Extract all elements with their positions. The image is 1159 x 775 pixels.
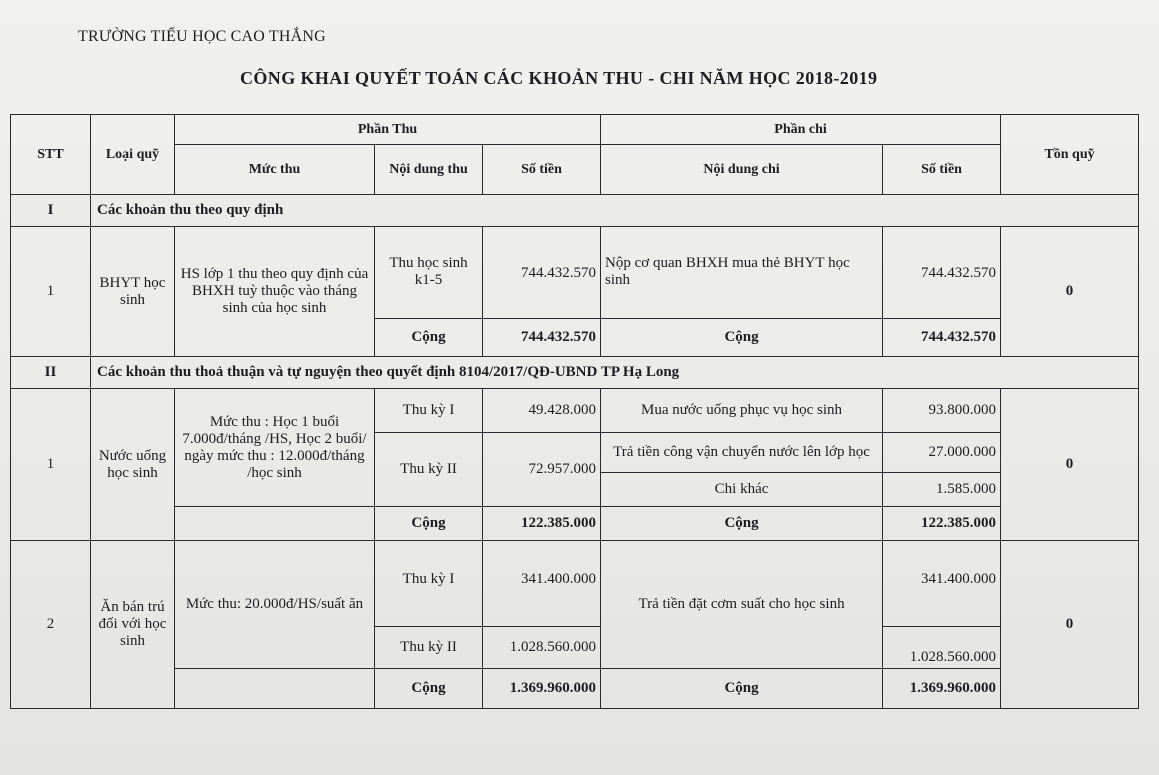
row-noi-dung-chi: Trả tiền đặt cơm suất cho học sinh — [601, 541, 883, 669]
row-ton-quy: 0 — [1001, 541, 1139, 709]
row-noi-dung-thu: Thu học sinh k1-5 — [375, 227, 483, 319]
row-ton-quy: 0 — [1001, 389, 1139, 541]
col-so-tien-thu: Số tiền — [483, 145, 601, 195]
finance-table — [10, 114, 1139, 709]
section-row — [11, 195, 1139, 227]
total-chi: 1.369.960.000 — [883, 669, 1001, 709]
row-muc-thu: HS lớp 1 thu theo quy định của BHXH tuỳ thuộc vào tháng sinh của học sinh — [175, 227, 375, 357]
col-ton-quy: Tồn quỹ — [1001, 115, 1139, 195]
row-stt: 2 — [11, 541, 91, 709]
col-so-tien-chi: Số tiền — [883, 145, 1001, 195]
row-so-tien-chi: 1.585.000 — [883, 473, 1001, 507]
section-title: Các khoản thu theo quy định — [91, 195, 1139, 227]
col-muc-thu: Mức thu — [175, 145, 375, 195]
row-so-tien-chi: 27.000.000 — [883, 433, 1001, 473]
row-ton-quy: 0 — [1001, 227, 1139, 357]
school-name: TRƯỜNG TIỂU HỌC CAO THẮNG — [78, 28, 326, 45]
col-loai-quy: Loại quỹ — [91, 115, 175, 195]
row-stt: 1 — [11, 389, 91, 541]
total-row — [11, 669, 1139, 709]
row-so-tien-chi: 341.400.000 — [883, 541, 1001, 627]
total-chi: 122.385.000 — [883, 507, 1001, 541]
section-number: I — [11, 195, 91, 227]
total-label-chi: Cộng — [601, 319, 883, 357]
row-so-tien-thu: 341.400.000 — [483, 541, 601, 627]
row-so-tien-thu: 744.432.570 — [483, 227, 601, 319]
table-row — [11, 227, 1139, 319]
col-noi-dung-thu: Nội dung thu — [375, 145, 483, 195]
col-noi-dung-chi: Nội dung chi — [601, 145, 883, 195]
total-thu: 1.369.960.000 — [483, 669, 601, 709]
row-muc-thu-empty — [175, 507, 375, 541]
total-row — [11, 507, 1139, 541]
row-noi-dung-chi: Nộp cơ quan BHXH mua thẻ BHYT học sinh — [601, 227, 883, 319]
row-loai-quy: Nước uống học sinh — [91, 389, 175, 541]
total-label-thu: Cộng — [375, 319, 483, 357]
row-noi-dung-chi: Trả tiền công vận chuyển nước lên lớp học — [601, 433, 883, 473]
section-row — [11, 357, 1139, 389]
row-muc-thu: Mức thu : Học 1 buổi 7.000đ/tháng /HS, Học 2 buổi/ ngày mức thu : 12.000đ/tháng /học sinh — [175, 389, 375, 507]
total-label-thu: Cộng — [375, 669, 483, 709]
row-noi-dung-chi: Chi khác — [601, 473, 883, 507]
row-noi-dung-thu: Thu kỳ I — [375, 541, 483, 627]
row-stt: 1 — [11, 227, 91, 357]
row-loai-quy: BHYT học sinh — [91, 227, 175, 357]
col-stt: STT — [11, 115, 91, 195]
col-phan-thu: Phần Thu — [175, 115, 601, 145]
row-noi-dung-thu: Thu kỳ II — [375, 627, 483, 669]
total-thu: 122.385.000 — [483, 507, 601, 541]
total-label-chi: Cộng — [601, 669, 883, 709]
row-so-tien-thu: 72.957.000 — [483, 433, 601, 507]
row-so-tien-thu: 1.028.560.000 — [483, 627, 601, 669]
table-row — [11, 389, 1139, 433]
row-noi-dung-thu: Thu kỳ II — [375, 433, 483, 507]
table-row — [11, 541, 1139, 627]
row-so-tien-thu: 49.428.000 — [483, 389, 601, 433]
row-loai-quy: Ăn bán trú đối với học sinh — [91, 541, 175, 709]
row-noi-dung-chi: Mua nước uống phục vụ học sinh — [601, 389, 883, 433]
total-label-chi: Cộng — [601, 507, 883, 541]
row-so-tien-chi: 93.800.000 — [883, 389, 1001, 433]
row-noi-dung-thu: Thu kỳ I — [375, 389, 483, 433]
section-number: II — [11, 357, 91, 389]
total-thu: 744.432.570 — [483, 319, 601, 357]
row-muc-thu-empty — [175, 669, 375, 709]
document-title: CÔNG KHAI QUYẾT TOÁN CÁC KHOẢN THU - CHI NĂM HỌC 2018-2019 — [240, 68, 878, 88]
col-phan-chi: Phần chi — [601, 115, 1001, 145]
row-muc-thu: Mức thu: 20.000đ/HS/suất ăn — [175, 541, 375, 669]
section-title: Các khoản thu thoả thuận và tự nguyện theo quyết định 8104/2017/QĐ-UBND TP Hạ Long — [91, 357, 1139, 389]
row-so-tien-chi: 1.028.560.000 — [883, 627, 1001, 669]
total-label-thu: Cộng — [375, 507, 483, 541]
total-chi: 744.432.570 — [883, 319, 1001, 357]
row-so-tien-chi: 744.432.570 — [883, 227, 1001, 319]
